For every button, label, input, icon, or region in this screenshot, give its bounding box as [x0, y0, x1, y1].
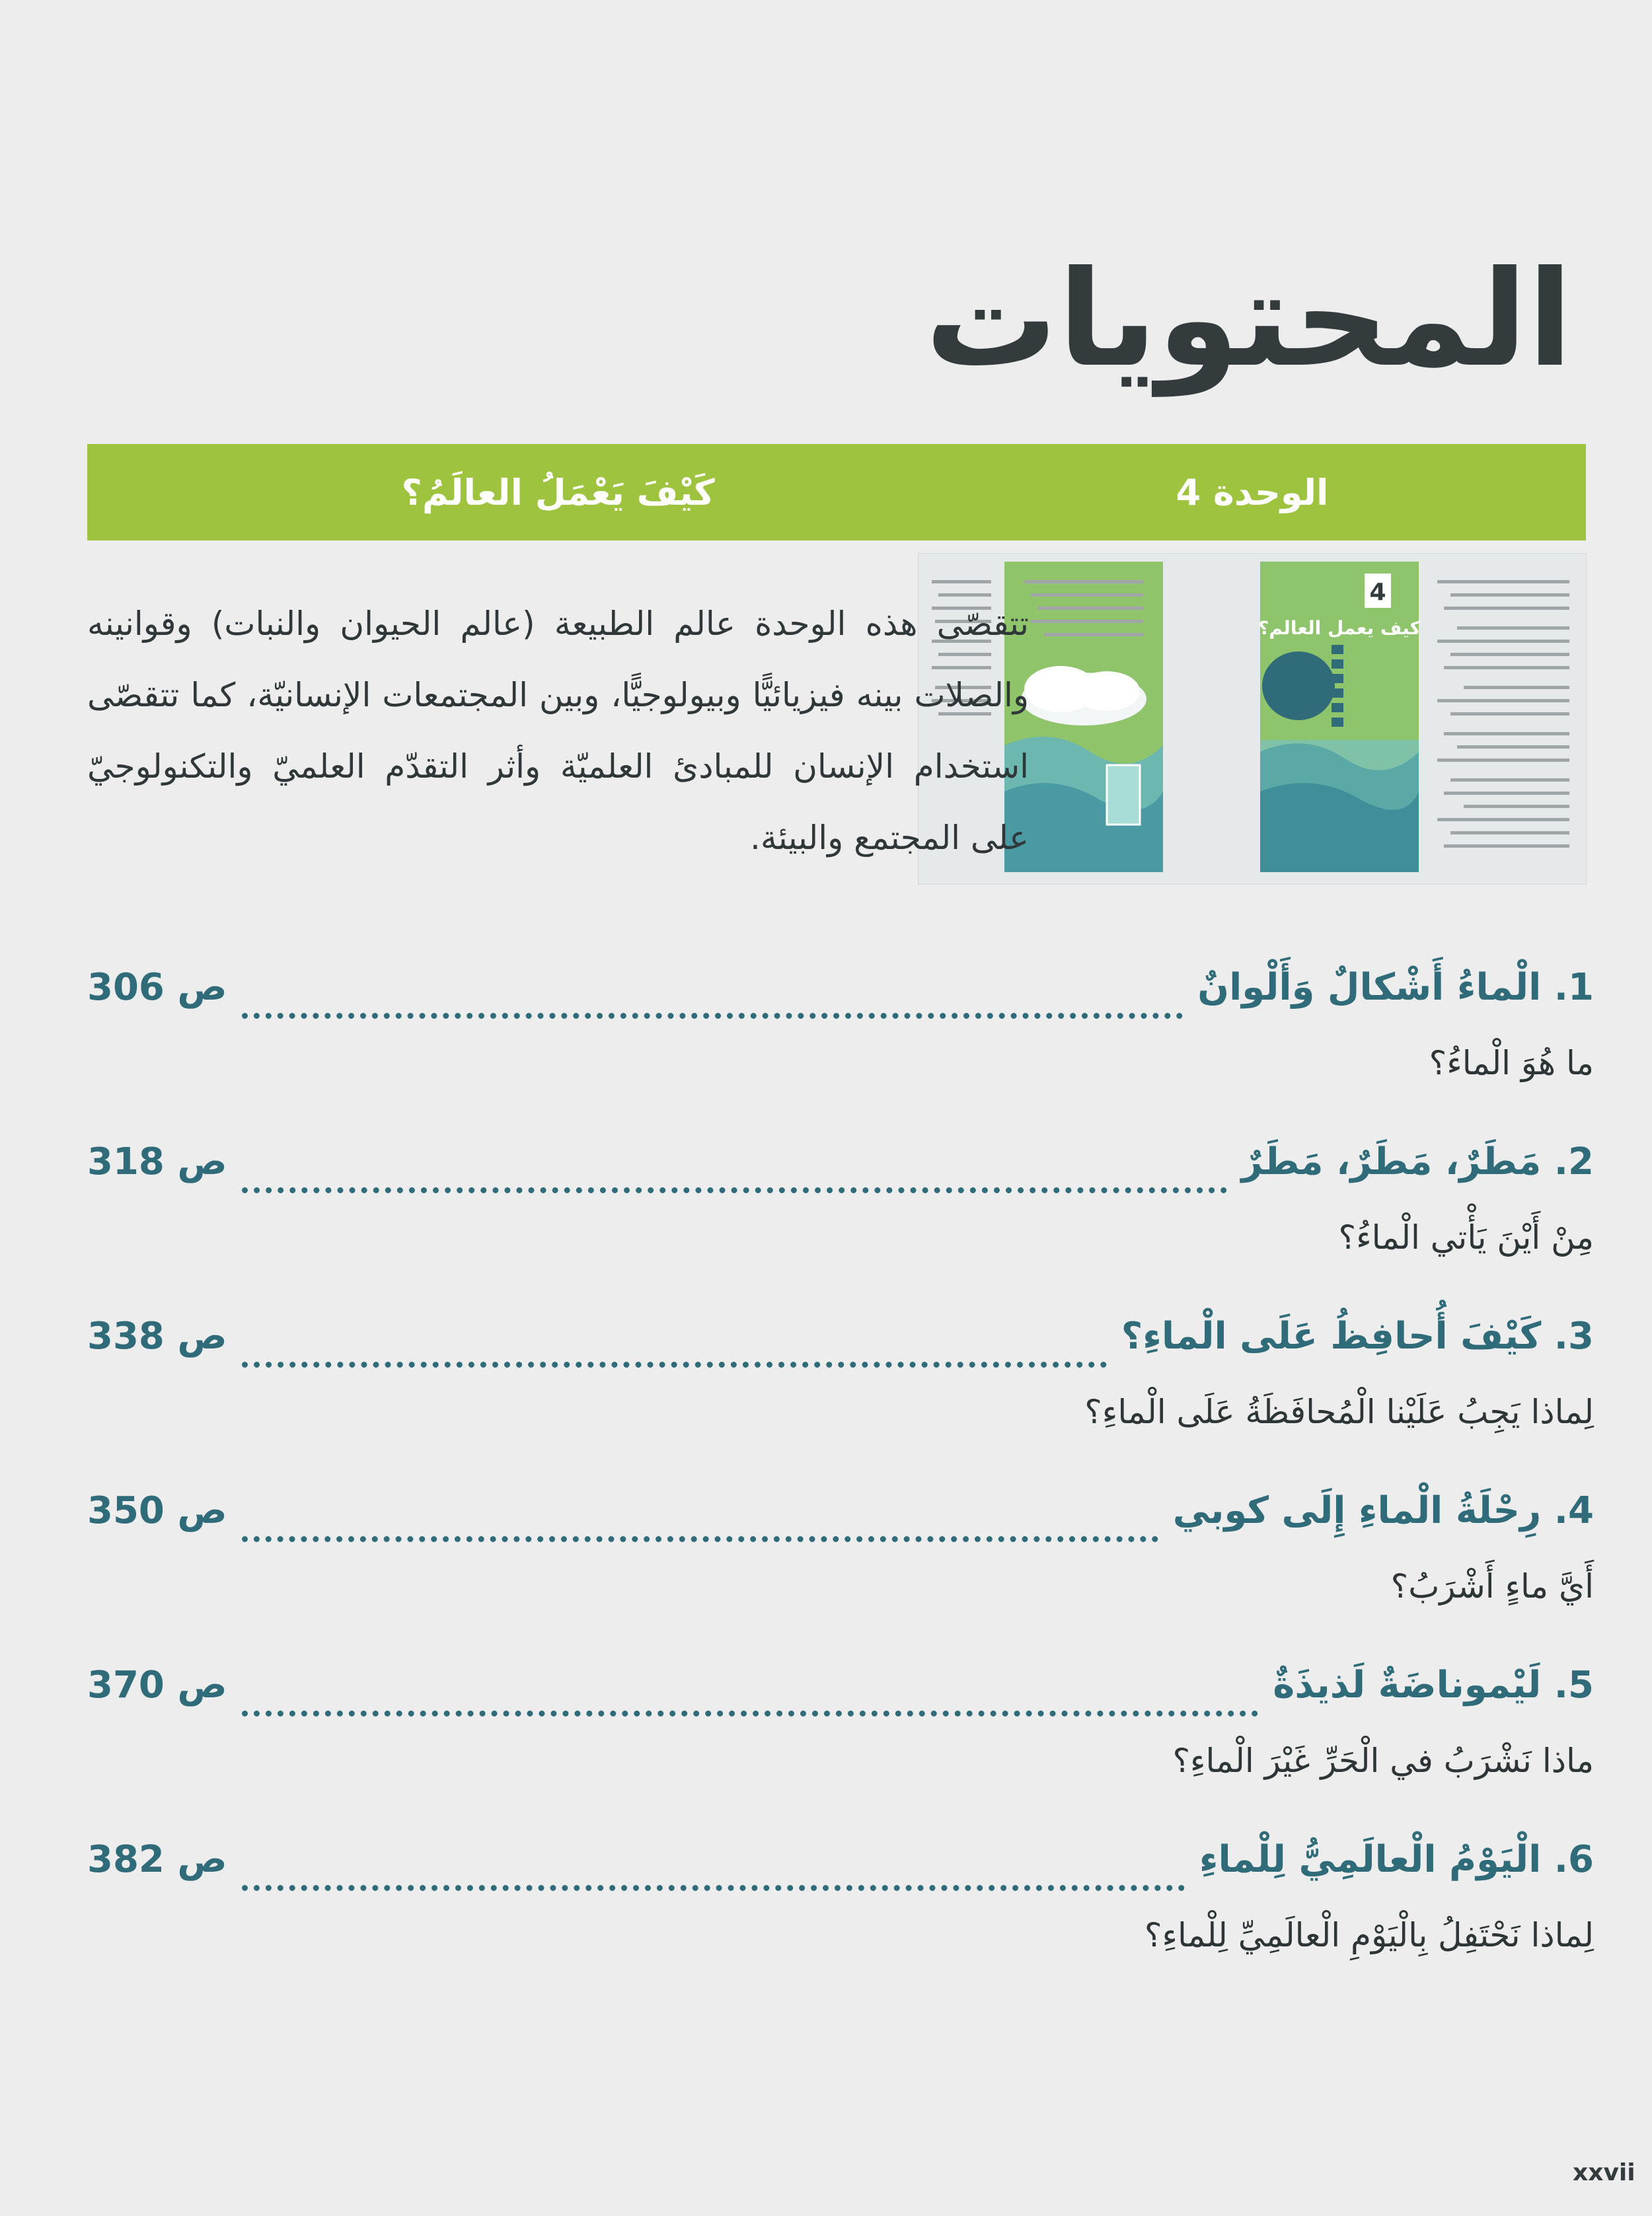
toc-item-title: 6. الْيَوْمُ الْعالَمِيُّ لِلْماءِ — [1199, 1838, 1594, 1881]
unit-label: الوحدة 4 — [1176, 471, 1329, 513]
toc-leader-dots — [242, 1703, 1259, 1717]
toc-item-page: ص 306 — [87, 966, 227, 1009]
toc-item-question: مِنْ أَيْنَ يَأْتي الْماءُ؟ — [1338, 1218, 1594, 1257]
toc-item-page: ص 338 — [87, 1315, 227, 1358]
toc-row — [87, 1489, 1594, 1562]
toc-leader-dots — [242, 1005, 1183, 1019]
toc-row — [87, 966, 1594, 1039]
toc-leader-dots — [242, 1354, 1107, 1368]
toc-leader-dots — [242, 1877, 1185, 1891]
toc-leader-dots — [242, 1179, 1227, 1193]
toc-item-question: أَيَّ ماءٍ أَشْرَبُ؟ — [1390, 1567, 1594, 1606]
toc-item[interactable] — [87, 1838, 1594, 2013]
toc-item[interactable] — [87, 1664, 1594, 1838]
toc-item-page: ص 382 — [87, 1838, 227, 1881]
thumbnail-heading: كيف يعمل العالم؟ — [1258, 617, 1421, 639]
unit-intro-text: تتقصّى هذه الوحدة عالم الطبيعة (عالم الحيوان والنبات) وقوانينه والصلات بينه فيزيائيًّا وبيولوجيًّا، وبين المجتمعات الإنسانيّة، كما تتقصّى استخدام الإنسان للمبادئ العلميّة وأثر التقدّم العلميّ والتكنولوجيّ على المجتمع والبيئة. — [87, 605, 1029, 857]
table-of-contents — [87, 966, 1594, 2013]
toc-row — [87, 1664, 1594, 1736]
toc-row — [87, 1838, 1594, 1911]
thumbnail-unit-number: 4 — [1369, 579, 1386, 606]
page-title: المحتويات — [924, 242, 1573, 396]
thumbnail-right-page — [1252, 554, 1586, 884]
toc-item-question: ما هُوَ الْماءُ؟ — [1429, 1044, 1594, 1082]
unit-title-band — [87, 444, 1029, 540]
toc-item-page: ص 370 — [87, 1664, 227, 1707]
toc-item-page: ص 318 — [87, 1140, 227, 1183]
toc-item[interactable] — [87, 1489, 1594, 1664]
toc-item[interactable] — [87, 966, 1594, 1140]
unit-title: كَيْفَ يَعْمَلُ العالَمُ؟ — [401, 471, 715, 513]
toc-row — [87, 1140, 1594, 1213]
toc-leader-dots — [242, 1528, 1158, 1542]
toc-row — [87, 1315, 1594, 1387]
toc-item-title: 3. كَيْفَ أُحافِظُ عَلَى الْماءِ؟ — [1121, 1315, 1594, 1358]
toc-item-title: 1. الْماءُ أَشْكالٌ وَأَلْوانٌ — [1197, 966, 1594, 1009]
toc-item-title: 4. رِحْلَةُ الْماءِ إِلَى كوبي — [1172, 1489, 1594, 1532]
toc-item-question: لِماذا يَجِبُ عَلَيْنا الْمُحافَظَةُ عَلَى الْماءِ؟ — [1084, 1393, 1594, 1431]
toc-item-page: ص 350 — [87, 1489, 227, 1532]
page-number: xxvii — [1573, 2159, 1635, 2186]
toc-item-title: 5. لَيْموناضَةٌ لَذيذَةٌ — [1273, 1664, 1594, 1707]
toc-item-title: 2. مَطَرٌ، مَطَرٌ، مَطَرٌ — [1241, 1140, 1594, 1183]
toc-item[interactable] — [87, 1140, 1594, 1315]
toc-item[interactable] — [87, 1315, 1594, 1489]
toc-item-question: ماذا نَشْرَبُ في الْحَرِّ غَيْرَ الْماءِ؟ — [1172, 1742, 1594, 1780]
toc-item-question: لِماذا نَحْتَفِلُ بِالْيَوْمِ الْعالَمِيِّ لِلْماءِ؟ — [1144, 1916, 1594, 1954]
thumbnail-right-page-art — [1252, 554, 1586, 884]
